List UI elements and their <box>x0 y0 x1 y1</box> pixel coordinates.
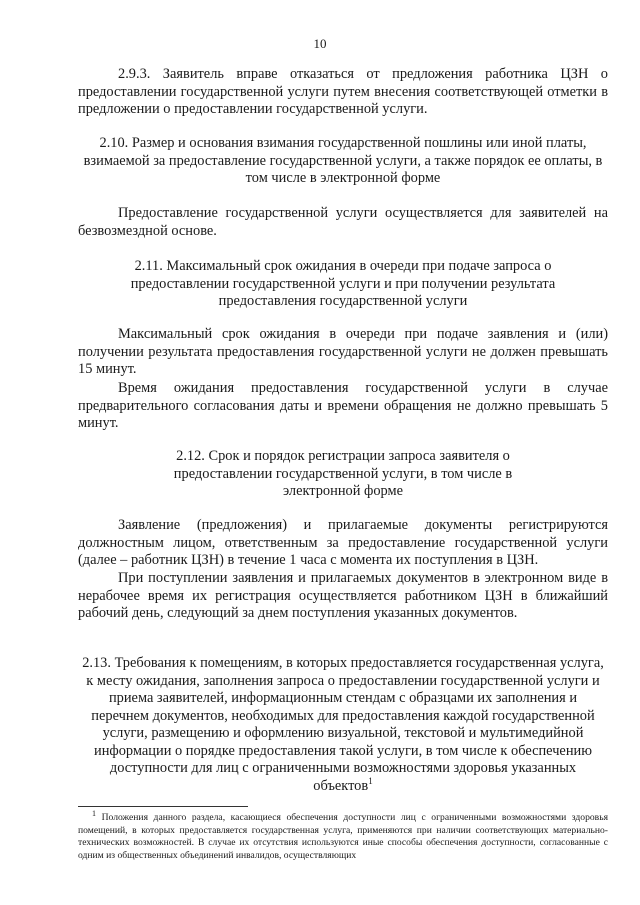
footnote-divider <box>78 806 248 807</box>
footnote-marker: 1 <box>92 808 96 818</box>
heading-2-11: 2.11. Максимальный срок ожидания в очереди при подаче запроса о предоставлении государственной услуги и при получении результата предоставления государственной услуги <box>130 258 556 309</box>
footnote <box>78 808 608 862</box>
heading-2-13 <box>80 655 606 795</box>
heading-2-10: 2.10. Размер и основания взимания государственной пошлины или иной платы, взимаемой за предоставление государственной услуги, а также порядок ее оплаты, в том числе в электронной форме <box>83 135 603 186</box>
paragraph-2-12-a: Заявление (предложения) и прилагаемые документы регистрируются должностным лицом, ответственным за предоставление государственной услуги (далее – работник ЦЗН) в течение 1 часа с момента их поступления в ЦЗН. <box>78 517 608 568</box>
paragraph-2-11-a: Максимальный срок ожидания в очереди при подаче заявления и (или) получении результата предоставления государственной услуги не должен превышать 15 минут. <box>78 326 608 377</box>
heading-2-12: 2.12. Срок и порядок регистрации запроса заявителя о предоставлении государственной услуги, в том числе в электронной форме <box>173 448 513 499</box>
footnote-reference[interactable]: 1 <box>368 775 373 786</box>
heading-2-13-text: 2.13. Требования к помещениям, в которых предоставляется государственная услуга, к месту ожидания, заполнения запроса о предоставлении государственной услуги и приема заявителей, информационным стендам с образцами их заполнения и перечнем документов, необходимых для предоставления каждой государственной услуги, размещению и оформлению визуальной, текстовой и мультимедийной информации о порядке предоставления такой услуги, в том числе к обеспечению доступности для лиц с ограниченными возможностями здоровья указанных объектов <box>82 655 604 794</box>
footnote-text: Положения данного раздела, касающиеся обеспечения доступности лиц с ограниченными возможностями здоровья помещений, в которых предоставляется государственная услуга, применяются при наличии соответствующих материально-технических возможностей. В случае их отсутствия используются иные способы обеспечения доступности, согласованные с одним из общественных объединений инвалидов, осуществляющих <box>78 812 608 861</box>
paragraph-2-10: Предоставление государственной услуги осуществляется для заявителей на безвозмездной основе. <box>78 205 608 239</box>
page-number: 10 <box>313 36 327 51</box>
paragraph-2-12-b: При поступлении заявления и прилагаемых документов в электронном виде в нерабочее время их регистрация осуществляется работником ЦЗН в ближайший рабочий день, следующий за днем поступления указанных документов. <box>78 570 608 621</box>
paragraph-2-11-b: Время ожидания предоставления государственной услуги в случае предварительного согласования даты и времени обращения не должно превышать 5 минут. <box>78 380 608 431</box>
paragraph-2-9-3: 2.9.3. Заявитель вправе отказаться от предложения работника ЦЗН о предоставлении государственной услуги путем внесения соответствующей отметки в предложении о предоставлении государственной услуги. <box>78 66 608 117</box>
